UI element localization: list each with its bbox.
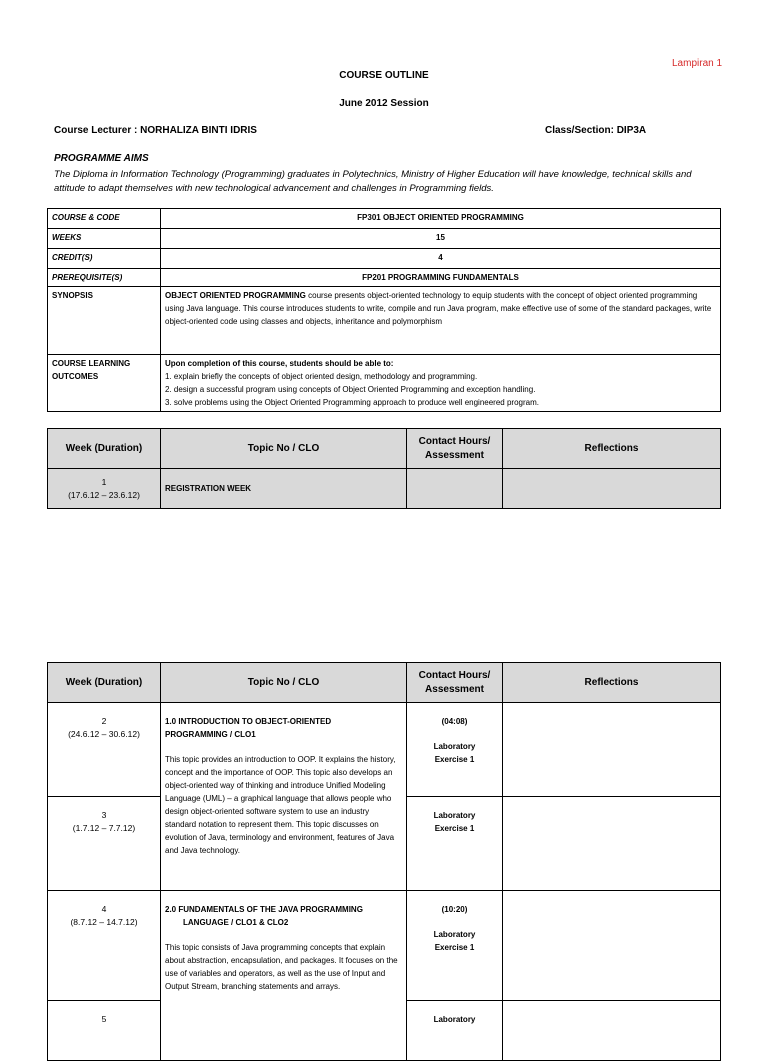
topic-title-line-2: LANGUAGE / CLO1 & CLO2 bbox=[183, 918, 289, 927]
contact-cell bbox=[407, 1001, 503, 1061]
clo-label bbox=[48, 355, 161, 412]
contact-cell bbox=[407, 469, 503, 509]
week-dates: (1.7.12 – 7.7.12) bbox=[72, 823, 136, 833]
contact-header-line-1: Contact Hours/ bbox=[418, 669, 491, 681]
clo-label-line-2: OUTCOMES bbox=[52, 372, 99, 381]
prerequisite-label: PREREQUISITE(S) bbox=[48, 269, 161, 287]
week-number: 5 bbox=[101, 1014, 107, 1024]
table-row bbox=[48, 469, 721, 509]
clo-label-line-1: COURSE LEARNING bbox=[52, 359, 131, 368]
clo-item-1: 1. explain briefly the concepts of object oriented design, methodology and programming. bbox=[165, 372, 478, 381]
attachment-label: Lampiran 1 bbox=[672, 58, 723, 69]
topic-cell bbox=[161, 703, 407, 891]
weeks-label: WEEKS bbox=[48, 229, 161, 249]
topic-description: This topic provides an introduction to OOP. It explains the history, concept and the importance of OOP. This topic also develops an object-oriented way of thinking and introduce Unified Modeling Language (UML) – a graphical language that allows people who design object-oriented software system to use an industry standard notation to represent them. This topic discusses on evolution of Java, terminology and environment, features of Java and Java technology. bbox=[165, 755, 396, 855]
week-number: 3 bbox=[101, 810, 107, 820]
class-section: Class/Section: DIP3A bbox=[545, 125, 647, 136]
clo-item-3: 3. solve problems using the Object Oriented Programming approach to produce well engineered program. bbox=[165, 398, 539, 407]
week-number: 1 bbox=[101, 476, 107, 487]
week-cell bbox=[48, 469, 161, 509]
topic-cell: REGISTRATION WEEK bbox=[161, 469, 407, 509]
synopsis-text bbox=[161, 287, 721, 355]
synopsis-body: course presents object-oriented technology to equip students with the concept of object oriented programming using Java language. This course introduces students to write, compile and run Java program, make effective use of some of the standard packages, write object-oriented code using classes and objects, inheritance and polymorphism bbox=[165, 291, 712, 326]
contact-cell bbox=[407, 703, 503, 797]
col-reflections-header: Reflections bbox=[503, 663, 721, 703]
synopsis-course-name: OBJECT ORIENTED PROGRAMMING bbox=[165, 291, 306, 300]
synopsis-label: SYNOPSIS bbox=[48, 287, 161, 355]
col-contact-header bbox=[407, 663, 503, 703]
week-dates: (24.6.12 – 30.6.12) bbox=[68, 729, 140, 739]
contact-hours: (10:20) bbox=[441, 905, 468, 914]
course-info-table bbox=[47, 208, 721, 412]
topic-title-line-1: 1.0 INTRODUCTION TO OBJECT-ORIENTED bbox=[165, 717, 332, 726]
col-topic-header: Topic No / CLO bbox=[161, 429, 407, 469]
col-week-header: Week (Duration) bbox=[48, 429, 161, 469]
contact-cell bbox=[407, 797, 503, 891]
week-number: 2 bbox=[101, 716, 107, 726]
week-dates: (8.7.12 – 14.7.12) bbox=[70, 917, 138, 927]
assessment-line-2: Exercise 1 bbox=[434, 943, 475, 952]
contact-cell bbox=[407, 891, 503, 1001]
course-lecturer: Course Lecturer : NORHALIZA BINTI IDRIS bbox=[54, 125, 257, 136]
col-reflections-header: Reflections bbox=[503, 429, 721, 469]
topic-title-line-2: PROGRAMMING / CLO1 bbox=[165, 730, 256, 739]
prerequisite-value: FP201 PROGRAMMING FUNDAMENTALS bbox=[161, 269, 721, 287]
reflections-cell bbox=[503, 797, 721, 891]
reflections-cell bbox=[503, 703, 721, 797]
contact-header-line-2: Assessment bbox=[425, 683, 484, 695]
clo-item-2: 2. design a successful program using concepts of Object Oriented Programming and exception handling. bbox=[165, 385, 536, 394]
schedule-table-2 bbox=[47, 662, 721, 1061]
reflections-cell bbox=[503, 891, 721, 1001]
week-cell bbox=[48, 797, 161, 891]
programme-aims-text: The Diploma in Information Technology (Programming) graduates in Polytechnics, Ministry of Higher Education will have knowledge, technical skills and attitude to adapt themselves with new technological advancement and challenges in Programming fields. bbox=[54, 169, 692, 194]
credits-value: 4 bbox=[161, 249, 721, 269]
assessment-line-1: Laboratory bbox=[433, 930, 476, 939]
reflections-cell bbox=[503, 1001, 721, 1061]
col-week-header: Week (Duration) bbox=[48, 663, 161, 703]
course-code-label: COURSE & CODE bbox=[48, 209, 161, 229]
document-title: COURSE OUTLINE bbox=[339, 70, 429, 81]
schedule-table-1 bbox=[47, 428, 721, 509]
week-number: 4 bbox=[101, 904, 107, 914]
assessment-line-2: Exercise 1 bbox=[434, 755, 475, 764]
session-label: June 2012 Session bbox=[339, 98, 429, 109]
col-contact-header bbox=[407, 429, 503, 469]
reflections-cell bbox=[503, 469, 721, 509]
table-row bbox=[48, 703, 721, 797]
week-cell bbox=[48, 891, 161, 1001]
assessment-line-1: Laboratory bbox=[433, 742, 476, 751]
week-cell bbox=[48, 703, 161, 797]
assessment-line-1: Laboratory bbox=[433, 811, 476, 820]
contact-hours: (04:08) bbox=[441, 717, 468, 726]
week-cell bbox=[48, 1001, 161, 1061]
assessment-line-2: Exercise 1 bbox=[434, 824, 475, 833]
topic-description: This topic consists of Java programming concepts that explain about abstraction, encapsulation, and packages. It focuses on the use of variables and operators, as well as the use of Input and Output Stream, branching statements and arrays. bbox=[165, 943, 398, 991]
week-dates: (17.6.12 – 23.6.12) bbox=[68, 489, 140, 500]
table-row bbox=[48, 891, 721, 1001]
assessment-line-1: Laboratory bbox=[433, 1015, 476, 1024]
clo-intro: Upon completion of this course, students should be able to: bbox=[165, 359, 394, 368]
col-topic-header: Topic No / CLO bbox=[161, 663, 407, 703]
programme-aims-heading: PROGRAMME AIMS bbox=[54, 153, 149, 164]
contact-header-line-1: Contact Hours/ bbox=[418, 435, 491, 447]
clo-list bbox=[161, 355, 721, 412]
contact-header-line-2: Assessment bbox=[425, 449, 484, 461]
topic-cell bbox=[161, 891, 407, 1061]
weeks-value: 15 bbox=[161, 229, 721, 249]
topic-title-line-1: 2.0 FUNDAMENTALS OF THE JAVA PROGRAMMING bbox=[165, 905, 363, 914]
credits-label: CREDIT(S) bbox=[48, 249, 161, 269]
course-code-value: FP301 OBJECT ORIENTED PROGRAMMING bbox=[161, 209, 721, 229]
